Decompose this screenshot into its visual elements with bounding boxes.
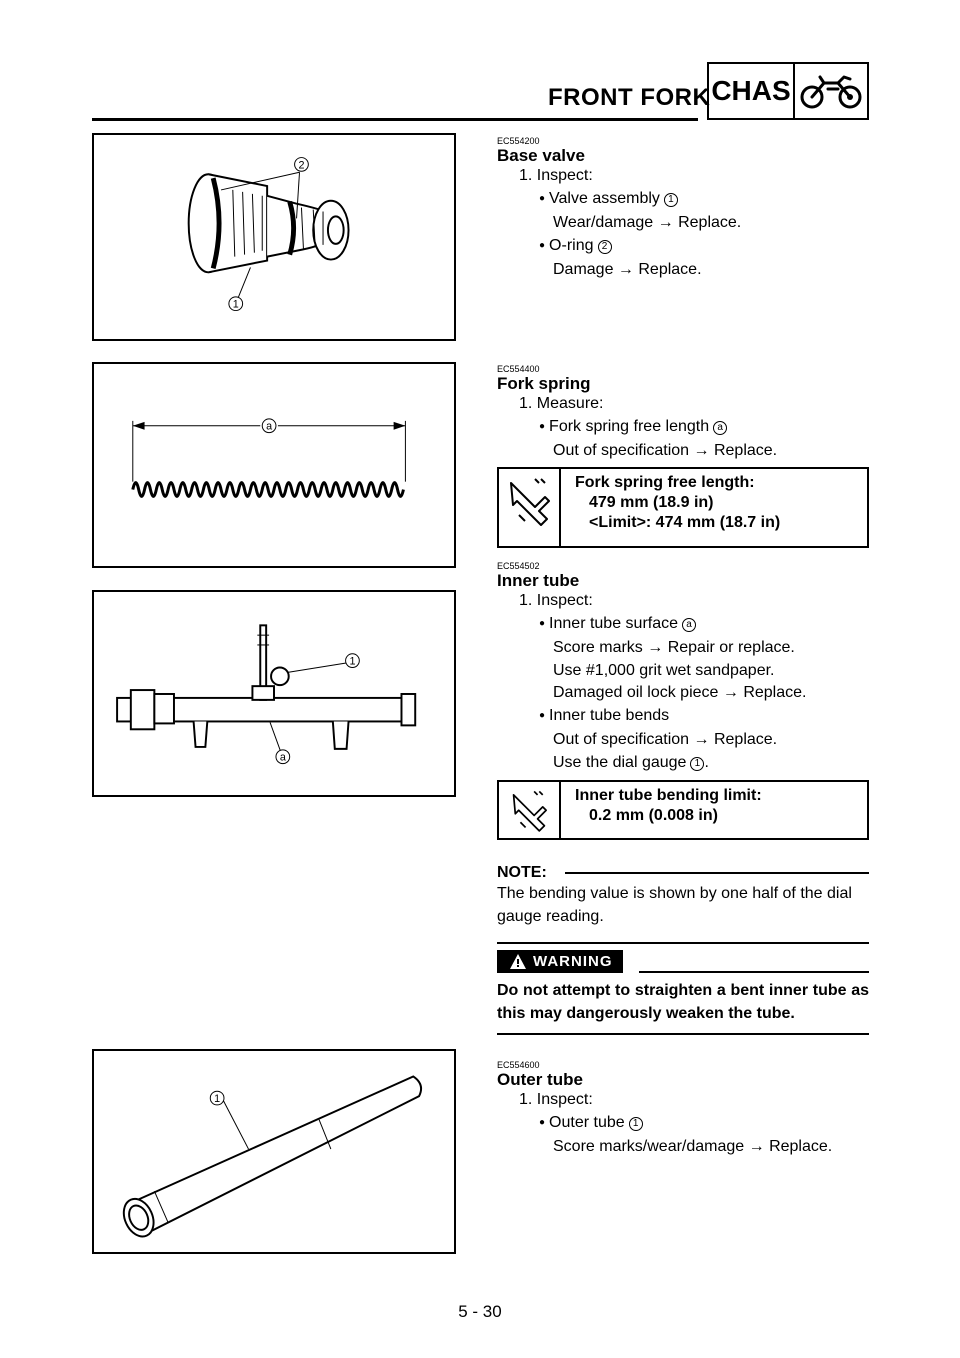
item-detail: Use #1,000 grit wet sandpaper.: [553, 661, 775, 679]
spec-box: [497, 467, 869, 548]
step-text: 1. Inspect:: [519, 167, 593, 184]
inner-tube-figure: [92, 590, 456, 797]
item-detail: Wear/damage → Replace.: [553, 214, 742, 231]
callout-ref: 1: [690, 757, 704, 771]
divider: [565, 872, 869, 874]
base-valve-figure: [92, 133, 456, 341]
callout-ref: 1: [629, 1117, 643, 1131]
section-heading: Fork spring: [497, 374, 591, 393]
warning-block: [497, 950, 869, 1035]
section-code: EC554600: [497, 1060, 540, 1070]
fork-spring-section: [497, 364, 869, 463]
caliper-icon: [499, 469, 561, 546]
item-detail: Damaged oil lock piece → Replace.: [553, 684, 807, 701]
section-tab: [707, 62, 869, 120]
spec-limit: <Limit>: 474 mm (18.7 in): [589, 514, 781, 531]
callout-ref: a: [713, 421, 727, 435]
divider: [497, 1033, 869, 1035]
list-item: [497, 1112, 869, 1137]
list-item: [497, 235, 869, 260]
motorcycle-icon: [795, 64, 867, 118]
spec-title: Fork spring free length:: [575, 474, 755, 491]
step-text: 1. Measure:: [519, 395, 604, 412]
spec-value: 479 mm (18.9 in): [589, 494, 714, 511]
item-text: Fork spring free length: [549, 417, 710, 435]
fork-spring-figure: [92, 362, 456, 568]
spec-box: [497, 780, 869, 840]
item-text: O-ring: [549, 236, 594, 254]
section-code: EC554502: [497, 561, 540, 571]
item-detail: Damage → Replace.: [553, 261, 702, 278]
item-text: Valve assembly: [549, 189, 660, 207]
callout-ref: 2: [598, 240, 612, 254]
item-text: Inner tube surface: [549, 614, 679, 632]
inner-tube-section: [497, 561, 869, 774]
spec-title: Inner tube bending limit:: [575, 787, 762, 804]
section-heading: Base valve: [497, 146, 585, 165]
section-label: CHAS: [709, 64, 795, 118]
list-item: ● Inner tube bends: [497, 705, 869, 730]
item-detail: Out of specification → Replace.: [553, 731, 778, 748]
page-title: FRONT FORK: [548, 84, 711, 111]
outer-tube-figure: [92, 1049, 456, 1254]
figure-label: 1: [214, 1092, 221, 1105]
list-item: [497, 416, 869, 441]
note-label: NOTE:: [497, 864, 547, 881]
warning-label: WARNING: [533, 953, 613, 970]
item-detail: Score marks → Repair or replace.: [553, 639, 795, 656]
step-text: 1. Inspect:: [519, 1091, 593, 1108]
section-code: EC554400: [497, 364, 540, 374]
base-valve-section: [497, 136, 869, 282]
item-detail: Use the dial gauge 1 .: [553, 753, 709, 771]
step-text: 1. Inspect:: [519, 592, 593, 609]
warning-badge: [497, 950, 623, 973]
callout-ref: 1: [664, 193, 678, 207]
figure-label: a: [266, 420, 273, 433]
spec-value: 0.2 mm (0.008 in): [589, 807, 718, 824]
item-detail: Out of specification → Replace.: [553, 442, 778, 459]
figure-label: 1: [349, 655, 356, 668]
divider: [497, 942, 869, 944]
caliper-icon: [499, 782, 561, 838]
divider: [639, 971, 870, 973]
section-code: EC554200: [497, 136, 540, 146]
warning-text: Do not attempt to straighten a bent inner tube as this may dangerously weaken the tube.: [497, 982, 869, 1022]
header-rule: [92, 118, 698, 121]
section-heading: Inner tube: [497, 571, 580, 590]
section-heading: Outer tube: [497, 1070, 583, 1089]
figure-label: 2: [298, 159, 305, 172]
outer-tube-section: [497, 1060, 869, 1159]
callout-ref: a: [682, 618, 696, 632]
item-text: Use the dial gauge: [553, 753, 687, 771]
page-number: 5 - 30: [458, 1302, 502, 1321]
list-item: [497, 613, 869, 638]
note-block: [497, 864, 869, 944]
item-text: Outer tube: [549, 1113, 625, 1131]
figure-label: 1: [232, 298, 239, 311]
figure-label: a: [279, 751, 286, 764]
note-text: The bending value is shown by one half of the dial gauge reading.: [497, 885, 852, 925]
warning-icon: [509, 953, 527, 971]
item-detail: Score marks/wear/damage → Replace.: [553, 1138, 833, 1155]
list-item: [497, 188, 869, 213]
